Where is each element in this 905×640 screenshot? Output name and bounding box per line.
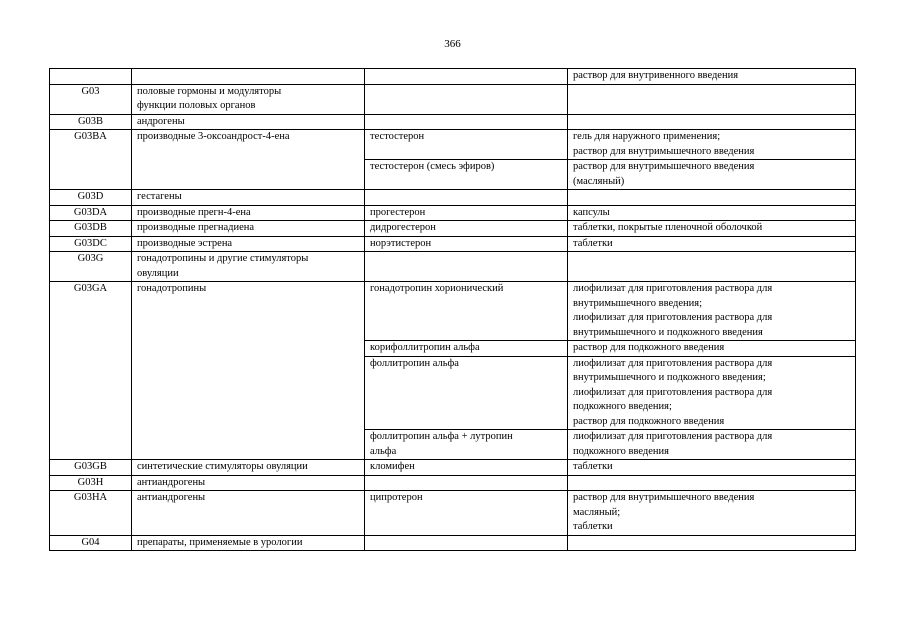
table-row [50,84,856,114]
dosage-form-line: лиофилизат для приготовления раствора для [573,312,773,323]
dosage-form-cell [568,205,856,221]
drug-name-line: корифоллитропин альфа [370,342,480,353]
drug-name-line: тестостерон [370,131,425,142]
dosage-form-line: лиофилизат для приготовления раствора для [573,386,773,398]
group-name-cell [132,205,365,221]
dosage-form-line: раствор для подкожного введения [573,415,725,427]
drug-name-cell [365,356,568,430]
dosage-form-line: масляный; [573,506,621,518]
table-row [50,69,856,85]
dosage-form-line: раствор для внутримышечного введения [573,492,755,503]
dosage-form-cell [568,221,856,237]
drug-name-cell [365,341,568,357]
group-name-line: овуляции [137,267,179,279]
dosage-form-cell [568,84,856,114]
table-row [50,252,856,282]
table-row [50,282,856,341]
drug-name-line: норэтистерон [370,237,432,249]
group-name-cell [132,114,365,130]
drug-name-line: фоллитропин альфа + лутропин [370,431,513,442]
drug-name-line: дидрогестерон [370,222,436,233]
group-name-cell [132,190,365,206]
dosage-form-line: внутримышечного введения; [573,297,703,309]
atc-code-cell: G03BA [50,130,132,190]
dosage-form-line: подкожного введения [573,445,669,457]
drug-table-body [50,69,856,551]
table-row [50,535,856,551]
dosage-form-cell [568,491,856,536]
drug-name-cell [365,130,568,160]
drug-name-line: кломифен [370,461,415,472]
dosage-form-line: (масляный) [573,175,625,187]
dosage-form-cell [568,430,856,460]
drug-name-cell [365,430,568,460]
drug-name-cell [365,114,568,130]
dosage-form-line: раствор для подкожного введения [573,342,725,353]
page-number: 366 [444,38,461,50]
group-name-cell [132,491,365,536]
group-name-line: антиандрогены [137,492,206,503]
drug-name-cell [365,160,568,190]
atc-code-cell: G03H [50,475,132,491]
dosage-form-line: раствор для внутривенного введения [573,70,739,81]
atc-code-cell: G04 [50,535,132,551]
group-name-cell [132,252,365,282]
dosage-form-cell [568,341,856,357]
drug-name-cell [365,282,568,341]
group-name-line: препараты, применяемые в урологии [137,536,303,548]
dosage-form-line: таблетки [573,461,613,472]
group-name-line: антиандрогены [137,476,206,488]
dosage-form-line: внутримышечного и подкожного введения [573,326,763,338]
group-name-cell [132,69,365,85]
atc-code-cell: G03GB [50,460,132,476]
group-name-cell [132,84,365,114]
table-row [50,205,856,221]
group-name-cell [132,535,365,551]
drug-name-cell [365,221,568,237]
drug-name-cell [365,460,568,476]
drug-name-line: прогестерон [370,206,426,218]
drug-name-cell [365,205,568,221]
dosage-form-cell [568,282,856,341]
group-name-line: производные эстрена [137,237,233,249]
table-row [50,130,856,160]
table-row [50,475,856,491]
group-name-line: функции половых органов [137,100,256,111]
group-name-cell [132,130,365,190]
dosage-form-line: лиофилизат для приготовления раствора для [573,283,773,294]
atc-code-cell: G03HA [50,491,132,536]
table-row [50,236,856,252]
drug-name-line: гонадотропин хорионический [370,283,504,294]
group-name-line: гонадотропины [137,283,207,294]
drug-name-cell [365,491,568,536]
group-name-cell [132,221,365,237]
dosage-form-cell [568,236,856,252]
dosage-form-line: капсулы [573,206,610,218]
dosage-form-line: раствор для внутримышечного введения [573,161,755,172]
drug-name-cell [365,475,568,491]
dosage-form-cell [568,190,856,206]
dosage-form-cell [568,475,856,491]
drug-name-cell [365,535,568,551]
group-name-line: синтетические стимуляторы овуляции [137,461,308,472]
group-name-line: гонадотропины и другие стимуляторы [137,253,309,264]
dosage-form-line: таблетки, покрытые пленочной оболочкой [573,222,763,233]
atc-code-cell [50,69,132,85]
dosage-form-cell [568,535,856,551]
drug-name-cell [365,69,568,85]
atc-code-cell: G03G [50,252,132,282]
dosage-form-line: лиофилизат для приготовления раствора для [573,431,773,442]
drug-table [49,68,856,551]
drug-name-line: фоллитропин альфа [370,357,459,369]
drug-name-cell [365,236,568,252]
drug-name-cell [365,252,568,282]
atc-code-cell: G03DB [50,221,132,237]
group-name-cell [132,460,365,476]
dosage-form-line: таблетки [573,521,613,532]
dosage-form-line: раствор для внутримышечного введения [573,145,755,157]
atc-code-cell: G03 [50,84,132,114]
table-row [50,460,856,476]
group-name-line: производные прегн-4-ена [137,206,251,218]
group-name-line: половые гормоны и модуляторы [137,85,282,97]
dosage-form-line: подкожного введения; [573,401,672,412]
drug-name-line: тестостерон (смесь эфиров) [370,161,495,172]
atc-code-cell: G03B [50,114,132,130]
dosage-form-line: гель для наружного применения; [573,131,721,142]
drug-name-cell [365,190,568,206]
drug-name-cell [365,84,568,114]
dosage-form-cell [568,252,856,282]
dosage-form-line: лиофилизат для приготовления раствора для [573,357,773,369]
table-row [50,190,856,206]
group-name-line: гестагены [137,191,182,202]
dosage-form-cell [568,460,856,476]
drug-name-line: альфа [370,445,397,457]
dosage-form-cell [568,356,856,430]
table-row [50,221,856,237]
table-row [50,114,856,130]
dosage-form-cell [568,114,856,130]
atc-code-cell: G03GA [50,282,132,460]
dosage-form-cell [568,160,856,190]
group-name-cell [132,475,365,491]
atc-code-cell: G03D [50,190,132,206]
atc-code-cell: G03DC [50,236,132,252]
dosage-form-line: таблетки [573,237,613,249]
drug-name-line: ципротерон [370,492,423,503]
group-name-cell [132,282,365,460]
group-name-line: производные прегнадиена [137,222,255,233]
atc-code-cell: G03DA [50,205,132,221]
dosage-form-cell [568,130,856,160]
dosage-form-cell [568,69,856,85]
table-row [50,491,856,536]
group-name-cell [132,236,365,252]
dosage-form-line: внутримышечного и подкожного введения; [573,372,766,383]
group-name-line: производные 3-оксоандрост-4-ена [137,131,290,142]
group-name-line: андрогены [137,115,185,127]
